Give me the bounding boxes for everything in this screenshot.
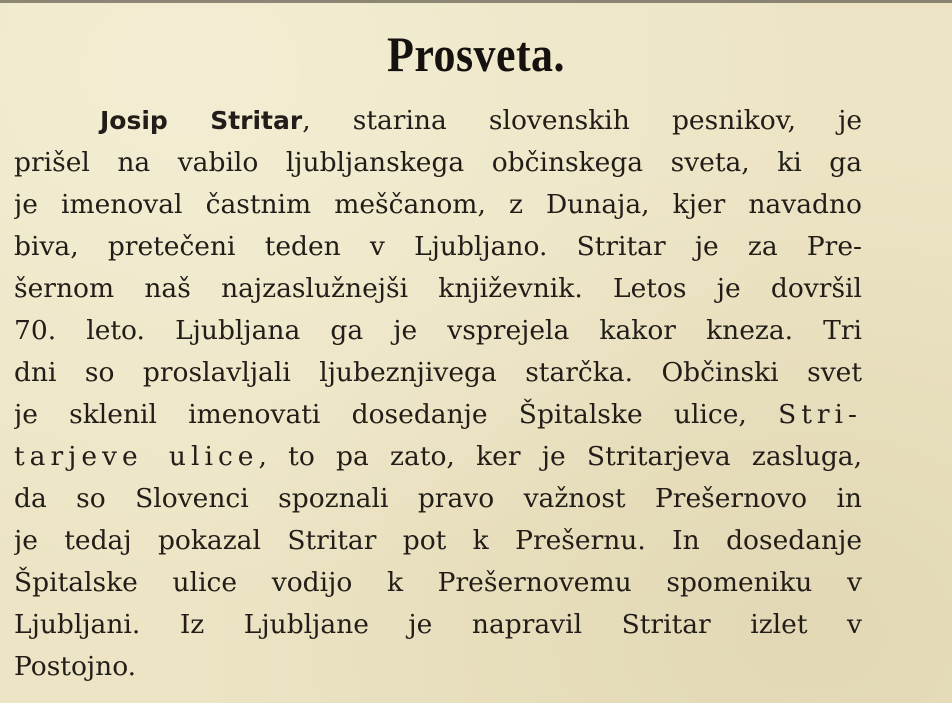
line-text: biva, pretečeni teden v Ljubljano. Stritar je za Pre- [14,231,862,262]
text-line-7 [14,352,862,394]
line-text: , starina slovenskih pesnikov, je [302,105,862,136]
line-text: dni so proslavljali ljubeznjivega starčka. Občinski svet [14,357,862,388]
text-line-5 [14,268,862,310]
spaced-street-name-start: Stri- [778,399,862,430]
article-body [14,100,862,688]
text-line-11 [14,520,862,562]
author-name: Josip Stritar [100,106,303,135]
text-line-9 [14,436,862,478]
text-line-14 [14,646,862,688]
text-line-4 [14,226,862,268]
line-text: je imenoval častnim meščanom, z Dunaja, kjer navadno [14,189,862,220]
text-line-6 [14,310,862,352]
article-title: Prosveta. [387,26,565,82]
text-line-12 [14,562,862,604]
text-line-13 [14,604,862,646]
line-text: Špitalske ulice vodijo k Prešernovemu spomeniku v [14,567,862,598]
text-line-1 [14,100,862,142]
text-line-8 [14,394,862,436]
spaced-street-name-end: tarjeve ulice [14,441,259,472]
text-line-2 [14,142,862,184]
line-text: je sklenil imenovati dosedanje Špitalske ulice, [14,399,747,430]
line-text: šernom naš najzaslužnejši književnik. Letos je dovršil [14,273,862,304]
line-text: je tedaj pokazal Stritar pot k Prešernu. In dosedanje [14,525,862,556]
line-text: Ljubljani. Iz Ljubljane je napravil Stritar izlet v [14,609,862,640]
text-line-3 [14,184,862,226]
top-rule [0,0,952,3]
line-text: da so Slovenci spoznali pravo važnost Prešernovo in [14,483,862,514]
line-text: Postojno. [14,651,137,682]
line-text: 70. leto. Ljubljana ga je vsprejela kakor kneza. Tri [14,315,862,346]
line-text: , to pa zato, ker je Stritarjeva zasluga, [258,441,862,472]
line-text: prišel na vabilo ljubljanskega občinskega sveta, ki ga [14,147,862,178]
text-line-10 [14,478,862,520]
